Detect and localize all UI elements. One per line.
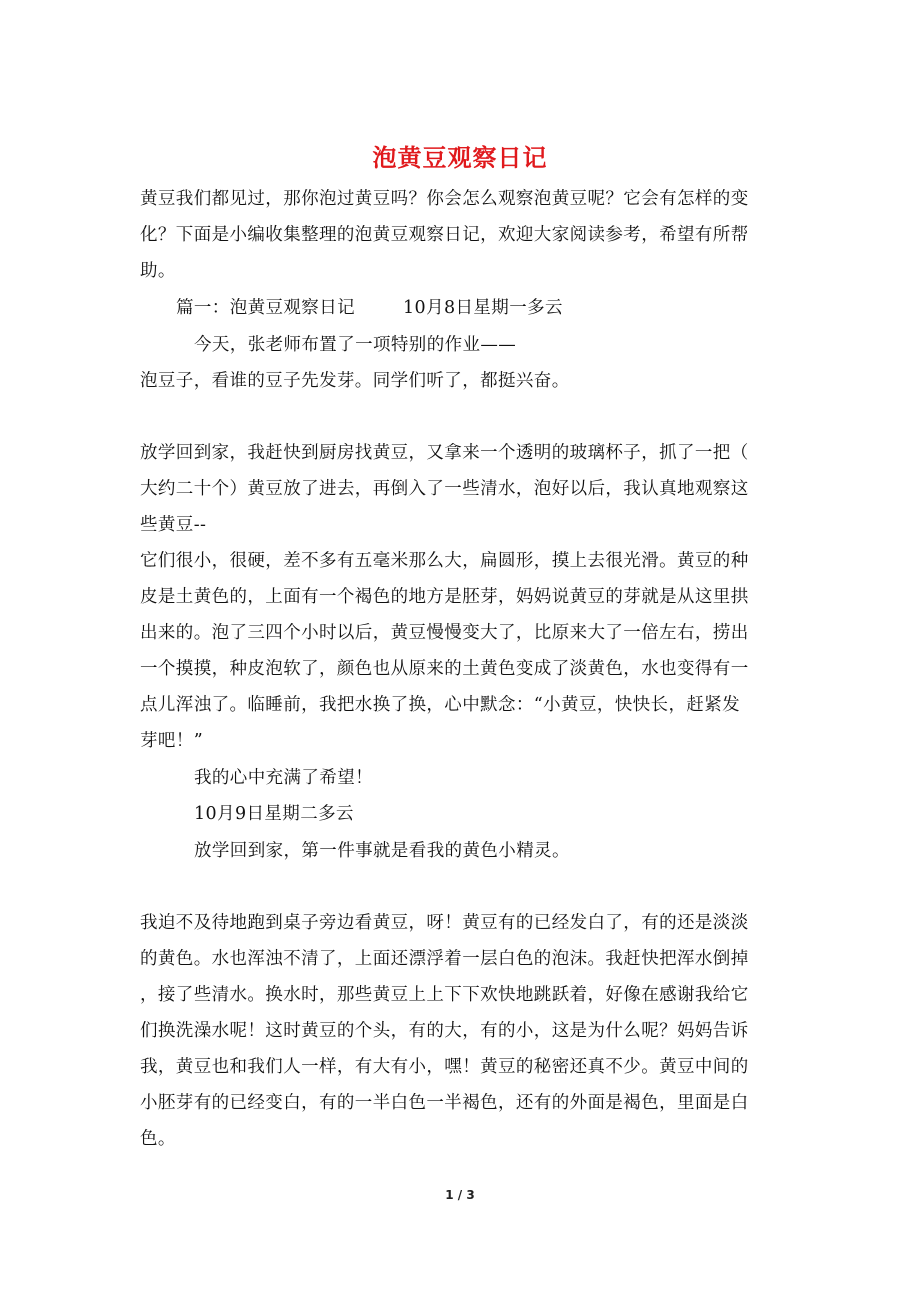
entry-date: 10月8日星期一多云 [403, 298, 563, 318]
paragraph-line: 泡豆子，看谁的豆子先发芽。同学们听了，都挺兴奋。 [140, 371, 570, 391]
paragraph-line: ，接了些清水。换水时，那些黄豆上上下下欢快地跳跃着，好像在感谢我给它 [140, 985, 749, 1005]
paragraph-line: 出来的。泡了三四个小时以后，黄豆慢慢变大了，比原来大了一倍左右，捞出 [140, 623, 749, 643]
paragraph-line: 我迫不及待地跑到桌子旁边看黄豆，呀！黄豆有的已经发白了，有的还是淡淡 [140, 913, 749, 933]
paragraph-line: 皮是土黄色的，上面有一个褐色的地方是胚芽，妈妈说黄豆的芽就是从这里拱 [140, 587, 749, 607]
paragraph-line: 些黄豆-- [140, 515, 207, 535]
paragraph-line: 们换洗澡水呢！这时黄豆的个头，有的大，有的小，这是为什么呢？妈妈告诉 [140, 1021, 749, 1041]
paragraph-line: 色。 [140, 1129, 176, 1149]
paragraph-line: 我，黄豆也和我们人一样，有大有小，嘿！黄豆的秘密还真不少。黄豆中间的 [140, 1057, 749, 1077]
document-title: 泡黄豆观察日记 [372, 143, 548, 172]
paragraph-line: 的黄色。水也浑浊不清了，上面还漂浮着一层白色的泡沫。我赶快把浑水倒掉 [140, 949, 749, 969]
paragraph-line: 点儿浑浊了。临睡前，我把水换了换，心中默念：“小黄豆，快快长，赶紧发 [140, 695, 741, 715]
intro-line: 黄豆我们都见过，那你泡过黄豆吗？你会怎么观察泡黄豆呢？它会有怎样的变 [140, 189, 749, 209]
paragraph-line: 大约二十个）黄豆放了进去，再倒入了一些清水，泡好以后，我认真地观察这 [140, 479, 749, 499]
paragraph-line: 小胚芽有的已经变白，有的一半白色一半褐色，还有的外面是褐色，里面是白 [140, 1093, 749, 1113]
paragraph-line: 芽吧！” [140, 731, 204, 751]
paragraph-line: 我的心中充满了希望！ [194, 768, 373, 788]
section-heading-row [176, 296, 563, 320]
paragraph-line: 今天，张老师布置了一项特别的作业—— [194, 335, 517, 355]
page-number: 1 / 3 [445, 1188, 475, 1202]
intro-line: 助。 [140, 261, 176, 281]
paragraph-line: 它们很小，很硬，差不多有五毫米那么大，扁圆形，摸上去很光滑。黄豆的种 [140, 551, 749, 571]
paragraph-line: 放学回到家，我赶快到厨房找黄豆，又拿来一个透明的玻璃杯子，抓了一把（ [140, 443, 749, 463]
intro-line: 化？下面是小编收集整理的泡黄豆观察日记，欢迎大家阅读参考，希望有所帮 [140, 225, 749, 245]
entry-date: 10月9日星期二多云 [194, 804, 354, 824]
paragraph-line: 一个摸摸，种皮泡软了，颜色也从原来的土黄色变成了淡黄色，水也变得有一 [140, 659, 749, 679]
paragraph-line: 放学回到家，第一件事就是看我的黄色小精灵。 [194, 841, 570, 861]
section-heading: 篇一：泡黄豆观察日记 [176, 298, 355, 318]
